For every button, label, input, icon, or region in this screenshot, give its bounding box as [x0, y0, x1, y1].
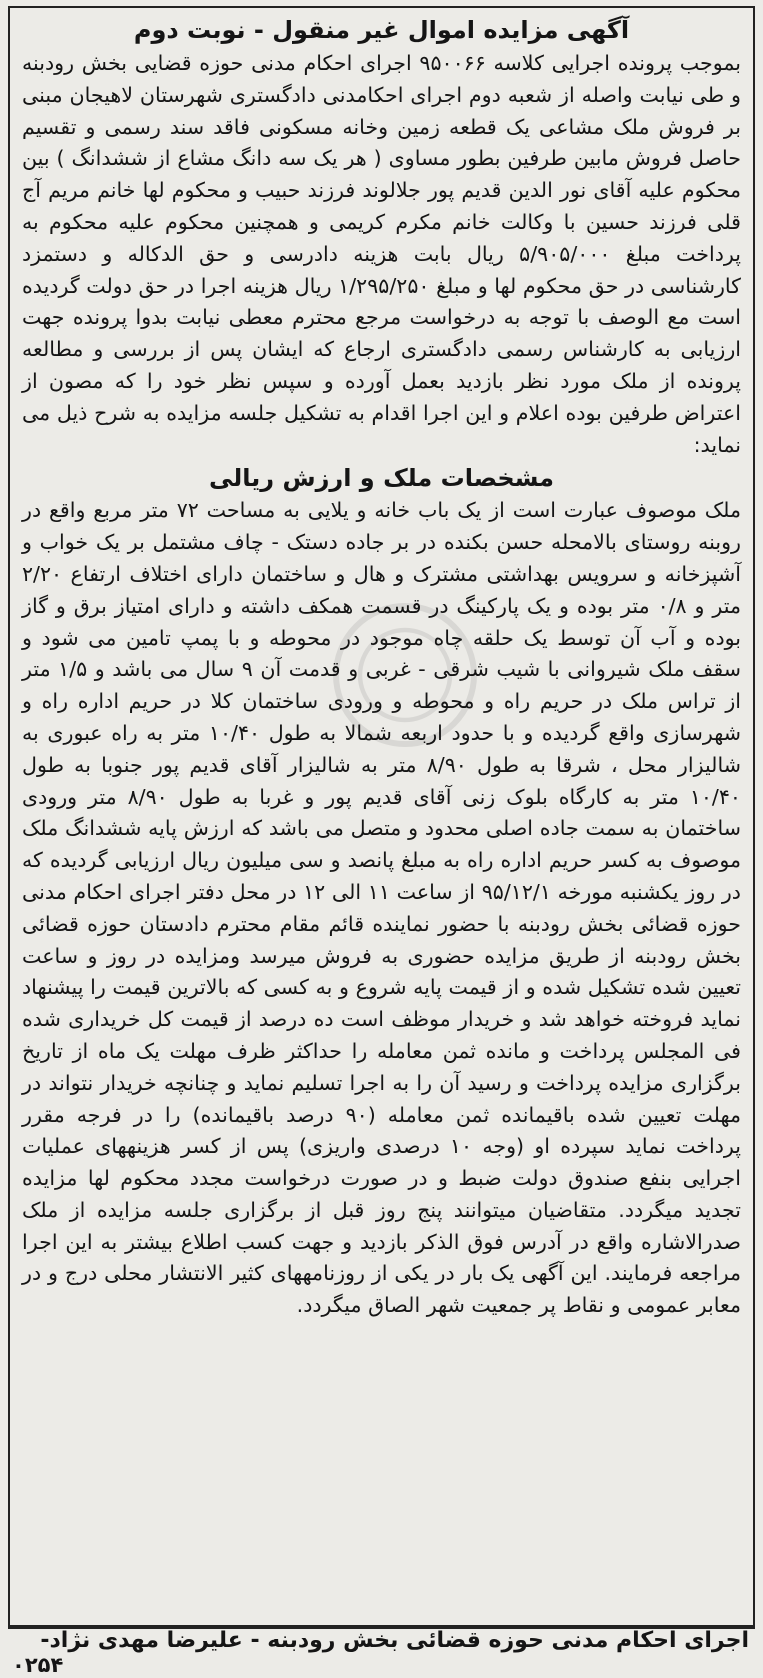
signature-line: اجرای احکام مدنی حوزه قضائی بخش رودبنه - علیرضا مهدی نژاد- — [40, 1628, 749, 1653]
notice-paragraph-property: ملک موصوف عبارت است از یک باب خانه و یلایی به مساحت ۷۲ متر مربع واقع در روبنه روستای بالامحله حسن بکنده در بر جاده دستک - چاف مشتمل بر یک خواب و آشپزخانه و سرویس بهداشتی مشترک و هال و ساختمان دارای اختلاف ارتفاع ۲/۲۰ متر و ۰/۸ متر بوده و یک پارکینگ در قسمت همکف داشته و دارای امتیاز برق و گاز بوده و آب آن توسط یک حلقه چاه موجود در محوطه و با پمپ تامین می شود و سقف ملک شیروانی با شیب شرقی - غربی و قدمت آن ۹ سال می باشد و ۱/۵ متر از تراس ملک در حریم راه و محوطه و ورودی ساختمان کلا در حریم اداره راه و شهرسازی واقع گردیده و با حدود اربعه شمالا به طول ۱۰/۴۰ متر به راه عبوری به شالیزار محل ، شرقا به طول ۸/۹۰ متر به شالیزار آقای قدیم پور جنوبا به طول ۱۰/۴۰ متر به کارگاه بلوک زنی آقای قدیم پور و غربا به طول ۸/۹۰ متر ورودی ساختمان به سمت جاده اصلی محدود و متصل می باشد که ارزش پایه ششدانگ ملک موصوف به کسر حریم اداره راه به مبلغ پانصد و سی میلیون ریال ارزیابی گردیده که در روز یکشنبه مورخه ۹۵/۱۲/۱ از ساعت ۱۱ الی ۱۲ در محل دفتر اجرای احکام مدنی حوزه قضائی بخش رودبنه با حضور نماینده قائم مقام محترم دادستان حوزه قضائی بخش رودبنه از طریق مزایده حضوری به فروش میرسد ومزایده در روز و ساعت تعیین شده تشکیل شده و از قیمت پایه شروع و به کسی که بالاترین قیمت را پیشنهاد نماید فروخته خواهد شد و خریدار موظف است ده درصد از قیمت کل خریداری شده فی المجلس پرداخت و مانده ثمن معامله را حداکثر ظرف مهلت یک ماه از تاریخ برگزاری مزایده پرداخت و رسید آن را به اجرا تسلیم نماید و چنانچه خریدار نتواند در مهلت تعیین شده باقیمانده ثمن معامله (۹۰ درصد باقیمانده) را در فرجه مقرر پرداخت نماید سپرده او (وجه ۱۰ درصدی واریزی) پس از کسر هزینههای عملیات اجرایی بنفع صندوق دولت ضبط و در صورت درخواست مجدد محکوم لها مزایده تجدید میگردد. متقاضیان میتوانند پنج روز قبل از برگزاری جلسه مزایده از ملک صدرالاشاره واقع در آدرس فوق الذکر بازدید و جهت کسب اطلاع بیشتر به این اجرا مراجعه فرمایند. این آگهی یک بار در یکی از روزنامههای کثیر الانتشار محلی درج و در معابر عمومی و نقاط پر جمعیت شهر الصاق میگردد. — [22, 498, 742, 1318]
notice-code: ۰۲۵۴ — [12, 1653, 64, 1677]
notice-title: آگهی مزایده اموال غیر منقول - نوبت دوم — [133, 16, 630, 44]
notice-paragraph-intro: بموجب پرونده اجرایی کلاسه ۹۵۰۰۶۶ اجرای احکام مدنی حوزه قضایی بخش رودبنه و طی نیابت واصله از شعبه دوم اجرای احکامدنی دادگستری شهرستان لاهیجان مبنی بر فروش ملک مشاعی یک قطعه زمین وخانه مسکونی فاقد سند رسمی و تقسیم حاصل فروش مابین طرفین بطور مساوی ( هر یک سه دانگ مشاع از ششدانگ ) بین محکوم علیه آقای نور الدین قدیم پور جلالوند فرزند حبیب و محکوم لها خانم مریم آج قلی فرزند حسین با وکالت خانم مکرم کریمی و همچنین محکوم علیه محکوم به پرداخت مبلغ ۵/۹۰۵/۰۰۰ ریال بابت هزینه دادرسی و حق الدکاله و دستمزد کارشناسی در حق محکوم لها و مبلغ ۱/۲۹۵/۲۵۰ ریال هزینه اجرا در حق دولت گردیده است مع الوصف با توجه به درخواست مرجع محترم معطی نیابت بدوا پرونده جهت ارزیابی به کارشناس رسمی دادگستری ارجاع که ایشان پس از بررسی و مطالعه پرونده از ملک مورد نظر بازدید بعمل آورده و سپس نظر خود را که مصون از اعتراض طرفین بوده اعلام و این اجرا اقدام به تشکیل جلسه مزایده به شرح ذیل می نماید: — [22, 51, 741, 457]
property-specs-heading: مشخصات ملک و ارزش ریالی — [208, 464, 555, 493]
notice-box — [8, 6, 755, 1627]
